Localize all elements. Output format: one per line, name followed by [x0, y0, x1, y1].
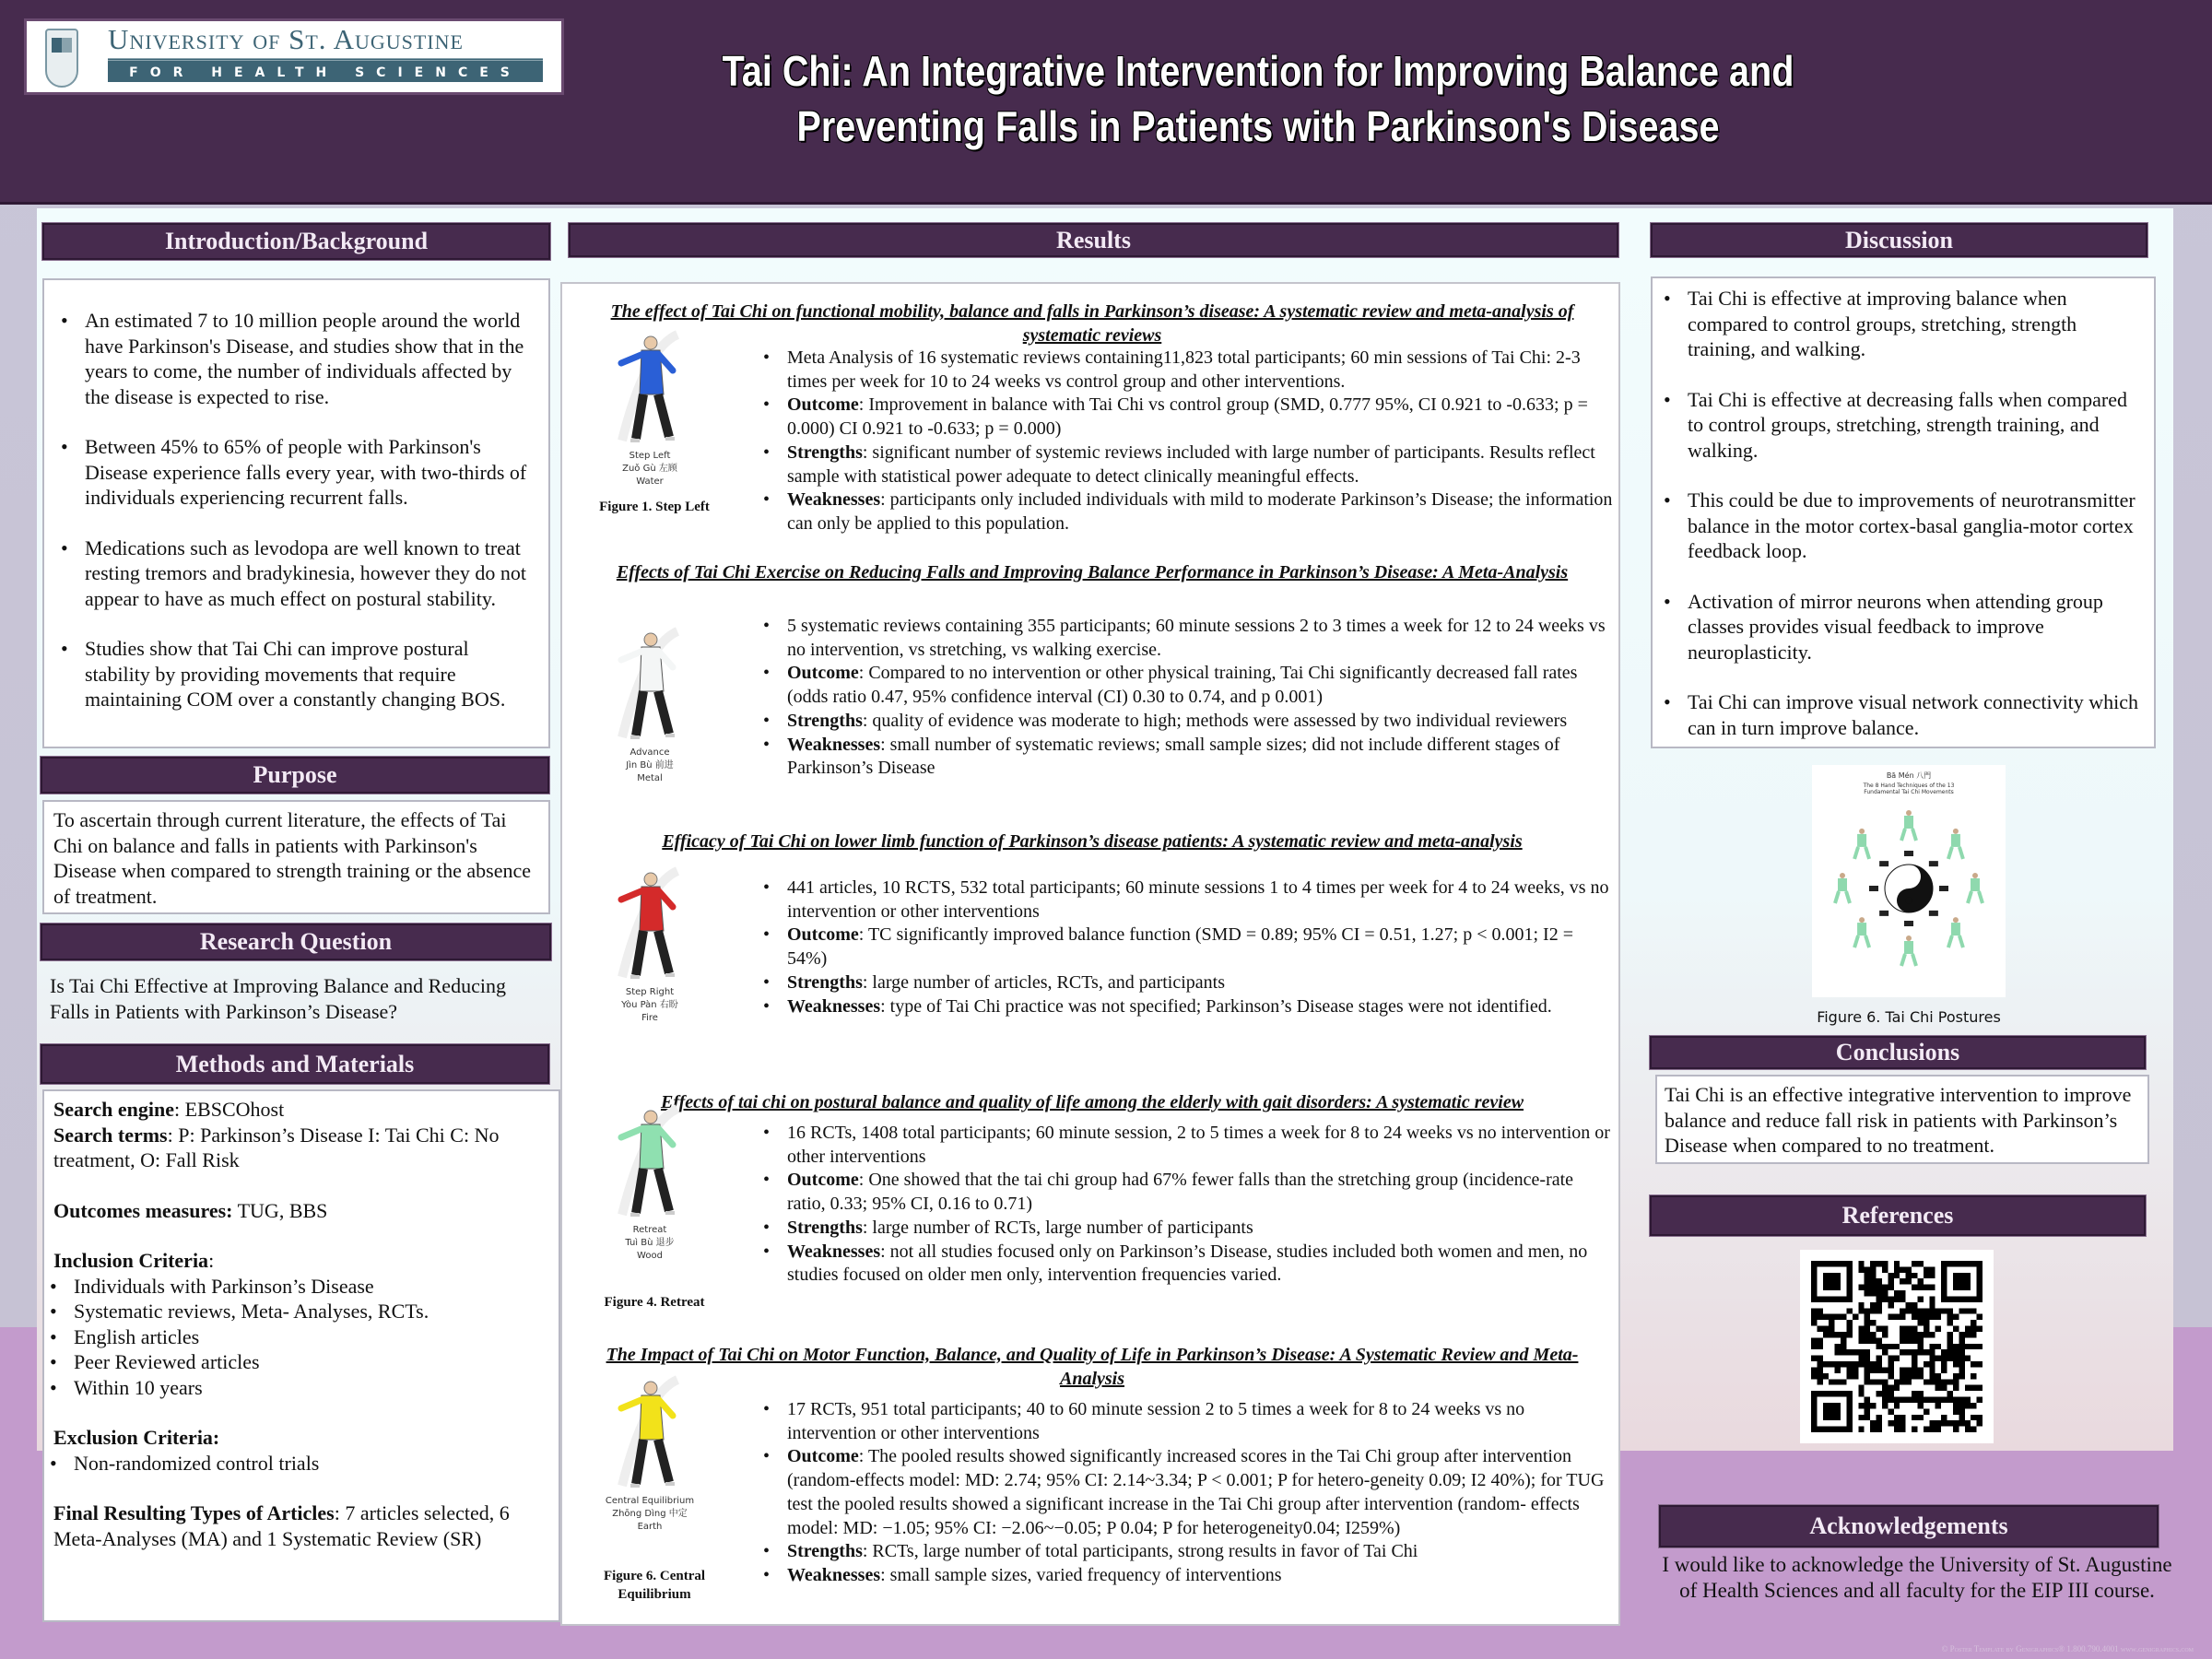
purpose-box: [42, 800, 550, 914]
finding-text: : large number of articles, RCTs, and participants: [862, 971, 1225, 993]
finding-text: : Compared to no intervention or other physical training, Tai Chi significantly decreased fall rates (odds ratio 0.47, 95% confidence interval (CI) 0.30 to 0.74, and p 0.001): [787, 663, 1578, 708]
study-figure: [590, 866, 710, 1025]
finding-item: [756, 1241, 1613, 1288]
finding-item: [756, 924, 1613, 971]
poster-header: [0, 0, 2212, 205]
figure-posture-label: Step Left: [629, 451, 671, 461]
inclusion-item: • Within 10 years: [42, 1375, 549, 1401]
finding-label: Outcome: [787, 394, 859, 416]
intro-box: [42, 278, 550, 748]
posture-figure-icon: [1901, 935, 1916, 966]
figure-posture-label: Metal: [637, 773, 663, 783]
finding-label: Weaknesses: [787, 995, 881, 1017]
research-question-heading: Research Question: [41, 924, 551, 960]
qr-code-icon: [1811, 1261, 1983, 1432]
methods-box: [42, 1089, 560, 1622]
finding-text: 16 RCTs, 1408 total participants; 60 minute session, 2 to 5 times a week for 8 to 24 weeks vs no intervention or other interventions: [787, 1123, 1610, 1167]
posture-figure-icon: [1948, 829, 1963, 859]
final-articles-value: : 7 articles selected, 6 Meta-Analyses (MA) and 1 Systematic Review (SR): [53, 1501, 510, 1550]
finding-item: [756, 441, 1613, 488]
purpose-text: To ascertain through current literature, the effects of Tai Chi on balance and falls in patients with Parkinson's Disease when compared to strength training or the absence of treatment.: [53, 808, 532, 908]
outcome-measures-value: TUG, BBS: [232, 1198, 328, 1222]
search-engine-label: Search engine: [53, 1098, 174, 1121]
figure-posture-label: Wood: [637, 1251, 663, 1261]
conclusions-box: [1655, 1075, 2149, 1164]
study-findings: [756, 1122, 1613, 1288]
tai-chi-figure-icon: [608, 330, 691, 450]
study-title: The Impact of Tai Chi on Motor Function, Balance, and Quality of Life in Parkinson’s Disease: A Systematic Review and Meta-Analysis: [606, 1345, 1579, 1389]
posture-figure-icon: [1948, 917, 1963, 947]
intro-item: • Medications such as levodopa are well known to treat resting tremors and bradykinesia, however they do not appear to have as much effect on postural stability.: [53, 535, 535, 612]
finding-item: [756, 662, 1613, 709]
acknowledgements-text: I would like to acknowledge the University of St. Augustine of Health Sciences and all faculty for the EIP III course.: [1662, 1553, 2172, 1602]
inclusion-item: • Individuals with Parkinson’s Disease: [42, 1274, 549, 1300]
finding-item: [756, 1217, 1613, 1241]
intro-item: • Studies show that Tai Chi can improve postural stability by providing movements that require maintaining COM over a constantly changing BOS.: [53, 636, 535, 712]
figure-posture-label: Tuì Bù 退步: [625, 1238, 675, 1248]
figure-caption: Figure 1. Step Left: [599, 500, 710, 514]
finding-text: 5 systematic reviews containing 355 participants; 60 minute sessions 2 to 3 times a week for 12 to 24 weeks vs no intervention, vs stretching, vs walking exercise.: [787, 616, 1606, 660]
finding-item: [756, 1564, 1613, 1588]
study-figure: [590, 1375, 710, 1534]
discussion-item: • Tai Chi is effective at improving balance when compared to control groups, stretching, strength training, and walking.: [1656, 286, 2145, 362]
posture-figure-icon: [1854, 917, 1869, 947]
posture-figure-icon: [1835, 873, 1850, 903]
tai-chi-figure-icon: [608, 627, 691, 747]
finding-text: : TC significantly improved balance function (SMD = 0.89; 95% CI = 0.51, 1.27; p < 0.001; I2 = 54%): [787, 924, 1573, 970]
results-heading: Results: [569, 223, 1618, 257]
final-articles: [53, 1500, 549, 1551]
tai-chi-figure-icon: [608, 1104, 691, 1224]
figure-posture-label: Central Equilibrium: [605, 1496, 695, 1506]
finding-label: Outcome: [787, 924, 859, 946]
finding-label: Weaknesses: [787, 1241, 881, 1262]
discussion-item: • Tai Chi can improve visual network connectivity which can in turn improve balance.: [1656, 689, 2145, 740]
finding-text: Meta Analysis of 16 systematic reviews containing11,823 total participants; 60 min sessions of Tai Chi: 2-3 times per week for 10 to 24 weeks vs control group and other interventions.: [787, 347, 1581, 392]
outcome-measures-label: Outcomes measures:: [53, 1198, 233, 1222]
intro-list: [53, 308, 535, 712]
poster-title-line-1: Tai Chi: An Integrative Intervention for Improving Balance and: [722, 47, 1794, 95]
inclusion-item: • Peer Reviewed articles: [42, 1349, 549, 1375]
figure-posture-label: Fire: [641, 1013, 658, 1023]
postures-caption: Figure 6. Tai Chi Postures: [1817, 1008, 2001, 1026]
study-figure: [590, 1104, 710, 1263]
inclusion-list: [42, 1274, 549, 1401]
finding-label: Outcome: [787, 1170, 859, 1191]
finding-label: Outcome: [787, 663, 859, 684]
poster-title-line-2: Preventing Falls in Patients with Parkinson's Disease: [796, 102, 1720, 150]
postures-diagram: [1812, 796, 2006, 990]
inclusion-criteria-label: Inclusion Criteria:: [53, 1249, 215, 1272]
figure-posture-label: Step Right: [625, 987, 675, 997]
intro-item: • An estimated 7 to 10 million people around the world have Parkinson's Disease, and studies show that in the years to come, the number of individuals affected by the disease is expected to rise.: [53, 308, 535, 409]
finding-label: Strengths: [787, 971, 863, 993]
inclusion-item: • English articles: [42, 1324, 549, 1350]
tai-chi-figure-icon: [608, 1375, 691, 1495]
finding-item: [756, 995, 1613, 1019]
discussion-item: • Tai Chi is effective at decreasing falls when compared to control groups, stretching, strength training, and walking.: [1656, 387, 2145, 464]
references-heading: References: [1650, 1195, 2146, 1236]
postures-subtitle: The 8 Hand Techniques of the 13 Fundamental Tai Chi Movements: [1863, 782, 1955, 795]
finding-item: [756, 877, 1613, 924]
finding-text: : not all studies focused only on Parkinson’s Disease, studies included both women and men, no studies focused on older men only, intervention frequencies varied.: [787, 1241, 1588, 1286]
template-credit: © Poster Template by Genigraphics® 1.800.790.4001 www.genigraphics.com: [1941, 1644, 2194, 1653]
finding-item: [756, 1398, 1613, 1445]
conclusions-text: Tai Chi is an effective integrative intervention to improve balance and reduce fall risk in patients with Parkinson’s Disease when compared to no treatment.: [1665, 1083, 2132, 1157]
finding-text: : small number of systematic reviews; small sample sizes; did not include different stages of Parkinson’s Disease: [787, 734, 1560, 779]
exclusion-list: [42, 1451, 549, 1477]
acknowledgements-heading: Acknowledgements: [1659, 1505, 2159, 1547]
finding-text: : large number of RCTs, large number of participants: [862, 1217, 1253, 1238]
finding-text: 441 articles, 10 RCTS, 532 total participants; 60 minute sessions 1 to 4 times per week for 4 to 24 weeks, vs no intervention or other interventions: [787, 877, 1609, 922]
finding-label: Outcome: [787, 1446, 859, 1467]
posture-figure-icon: [1901, 810, 1916, 841]
finding-label: Strengths: [787, 1541, 863, 1562]
finding-label: Weaknesses: [787, 489, 881, 511]
figure-posture-label: Water: [636, 477, 664, 487]
finding-item: [756, 1169, 1613, 1216]
finding-text: : Improvement in balance with Tai Chi vs control group (SMD, 0.777 95%, CI 0.921 to -0.633; p = 0.000) CI 0.921 to -0.633; p = 0.000): [787, 394, 1588, 440]
exclusion-item: • Non-randomized control trials: [42, 1451, 549, 1477]
posture-figure-icon: [1854, 829, 1869, 859]
finding-item: [756, 488, 1613, 535]
figure-posture-label: Advance: [629, 747, 670, 758]
finding-text: : The pooled results showed significantly increased scores in the Tai Chi group after intervention (random-effects model: MD: 2.74; 95% CI: 2.14~3.34; P < 0.001; P for hetero-geneity 0.09; I2 40%); for TUG test the pooled results showed a significant increase in the Tai Chi group after intervention (random- effects model: MD: −1.05; 95% CI: −2.06~−0.05; P 0.04; P for heterogeneity0.04; I259%): [787, 1446, 1605, 1538]
figure-posture-label: Yòu Pàn 右盼: [621, 1000, 678, 1010]
figure-caption: Figure 4. Retreat: [604, 1295, 705, 1310]
finding-text: : participants only included individuals with mild to moderate Parkinson’s Disease; the information can only be applied to this population.: [787, 489, 1613, 534]
finding-label: Strengths: [787, 710, 863, 731]
search-engine-value: : EBSCOhost: [173, 1098, 285, 1121]
figure-posture-label: Zhōng Dìng 中定: [612, 1509, 688, 1519]
discussion-heading: Discussion: [1651, 223, 2147, 257]
finding-text: : quality of evidence was moderate to high; methods were assessed by two individual reviewers: [862, 710, 1568, 731]
inclusion-label-text: Inclusion Criteria: [53, 1249, 209, 1272]
outcome-measures: [53, 1198, 549, 1224]
logo-subtitle: FOR HEALTH SCIENCES: [108, 58, 543, 82]
search-terms: [53, 1123, 549, 1173]
finding-text: 17 RCTs, 951 total participants; 40 to 60 minute session 2 to 5 times a week for 8 to 24 weeks vs no intervention or other interventions: [787, 1399, 1525, 1443]
finding-label: Strengths: [787, 441, 863, 463]
figure-posture-label: Zuǒ Gù 左顾: [622, 464, 677, 474]
inclusion-item: • Systematic reviews, Meta- Analyses, RCTs.: [42, 1299, 549, 1324]
study-findings: [756, 347, 1613, 536]
search-engine: [53, 1097, 549, 1123]
intro-heading: Introduction/Background: [42, 223, 550, 260]
crest-icon: [45, 29, 78, 88]
intro-item: • Between 45% to 65% of people with Parkinson's Disease experience falls every year, with two-thirds of individuals experiencing recurrent falls.: [53, 434, 535, 511]
study-title: Efficacy of Tai Chi on lower limb function of Parkinson’s disease patients: A systematic review and meta-analysis: [662, 831, 1523, 852]
finding-text: : RCTs, large number of total participants, strong results in favor of Tai Chi: [862, 1541, 1418, 1562]
figure-caption: Figure 6. Central Equilibrium: [603, 1569, 706, 1602]
finding-item: [756, 971, 1613, 995]
exclusion-criteria-label: Exclusion Criteria:: [53, 1426, 220, 1449]
figure-posture-label: Earth: [637, 1522, 663, 1532]
study-title: Effects of Tai Chi Exercise on Reducing Falls and Improving Balance Performance in Parkinson’s Disease: A Meta-Analysis: [616, 562, 1569, 582]
final-articles-label: Final Resulting Types of Articles: [53, 1501, 335, 1524]
study-findings: [756, 1398, 1613, 1588]
finding-item: [756, 615, 1613, 662]
search-terms-value: : P: Parkinson’s Disease I: Tai Chi C: No treatment, O: Fall Risk: [53, 1123, 500, 1171]
finding-item: [756, 347, 1613, 394]
postures-title: Bā Mén 八門: [1886, 771, 1932, 780]
finding-text: : One showed that the tai chi group had 67% fewer falls than the stretching group (incidence-rate ratio, 0.33; 95% CI, 0.16 to 0.71): [787, 1170, 1574, 1215]
conclusions-heading: Conclusions: [1650, 1036, 2146, 1069]
finding-label: Weaknesses: [787, 734, 881, 755]
posture-figure-icon: [1968, 873, 1983, 903]
finding-text: : type of Tai Chi practice was not specified; Parkinson’s Disease stages were not identified.: [880, 995, 1552, 1017]
finding-item: [756, 394, 1613, 441]
finding-text: : small sample sizes, varied frequency of interventions: [880, 1564, 1282, 1585]
study-findings: [756, 877, 1613, 1018]
figure-posture-label: Retreat: [632, 1225, 667, 1235]
finding-item: [756, 1445, 1613, 1540]
finding-item: [756, 1540, 1613, 1564]
search-terms-label: Search terms: [53, 1123, 168, 1147]
finding-item: [756, 1122, 1613, 1169]
study-findings: [756, 615, 1613, 781]
methods-heading: Methods and Materials: [41, 1044, 549, 1084]
university-logo: [24, 18, 564, 95]
finding-text: : significant number of systemic reviews included with large number of participants. Results reflect sample with statistical power adequate to detect clinically meaningful effects.: [787, 441, 1595, 487]
study-figure: [590, 627, 710, 785]
discussion-item: • This could be due to improvements of neurotransmitter balance in the motor cortex-basal ganglia-motor cortex feedback loop.: [1656, 488, 2145, 564]
references-qr-code[interactable]: [1800, 1250, 1994, 1443]
tai-chi-postures-figure: [1812, 765, 2006, 997]
finding-item: [756, 710, 1613, 734]
figure-posture-label: Jìn Bù 前进: [626, 760, 674, 771]
finding-item: [756, 734, 1613, 781]
discussion-list: [1656, 286, 2145, 740]
discussion-item: • Activation of mirror neurons when attending group classes provides visual feedback to improve neuroplasticity.: [1656, 589, 2145, 665]
finding-label: Weaknesses: [787, 1564, 881, 1585]
study-title: Effects of tai chi on postural balance and quality of life among the elderly with gait disorders: A systematic review: [660, 1092, 1524, 1112]
study-figure: [590, 330, 710, 488]
tai-chi-figure-icon: [608, 866, 691, 986]
discussion-box: [1651, 276, 2156, 748]
purpose-heading: Purpose: [41, 757, 549, 794]
logo-university-name: University of St. Augustine: [108, 23, 464, 55]
research-question-text: Is Tai Chi Effective at Improving Balance and Reducing Falls in Patients with Parkinson’s Disease?: [50, 974, 506, 1023]
finding-label: Strengths: [787, 1217, 863, 1238]
study-title: The effect of Tai Chi on functional mobility, balance and falls in Parkinson’s disease: A systematic review and meta-analysis of systematic reviews: [610, 301, 1574, 346]
